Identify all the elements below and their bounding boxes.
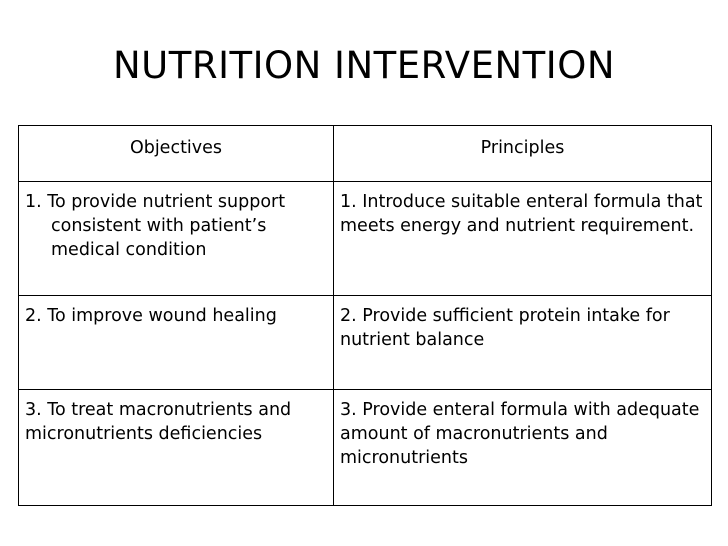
table-row	[19, 182, 712, 296]
objective-cell	[19, 182, 334, 296]
table-row	[19, 390, 712, 506]
principle-text: 3. Provide enteral formula with adequate amount of macronutrients and micronutrients	[340, 400, 700, 468]
principles-column-header: Principles	[334, 126, 712, 182]
principle-cell	[334, 296, 712, 390]
principle-cell	[334, 182, 712, 296]
principle-text: 2. Provide sufficient protein intake for nutrient balance	[340, 306, 670, 350]
intervention-table	[18, 125, 712, 506]
objective-text: 3. To treat macronutrients and micronutrients deficiencies	[25, 400, 292, 444]
objective-text: 1. To provide nutrient support consistent with patient’s medical condition	[25, 192, 286, 260]
table-header-row	[19, 126, 712, 182]
slide-title: NUTRITION INTERVENTION	[113, 44, 615, 87]
objective-cell	[19, 390, 334, 506]
objective-text: 2. To improve wound healing	[25, 306, 277, 326]
table-row	[19, 296, 712, 390]
objective-cell	[19, 296, 334, 390]
objectives-column-header: Objectives	[19, 126, 334, 182]
principle-cell	[334, 390, 712, 506]
principle-text: 1. Introduce suitable enteral formula that meets energy and nutrient requirement.	[340, 192, 703, 236]
